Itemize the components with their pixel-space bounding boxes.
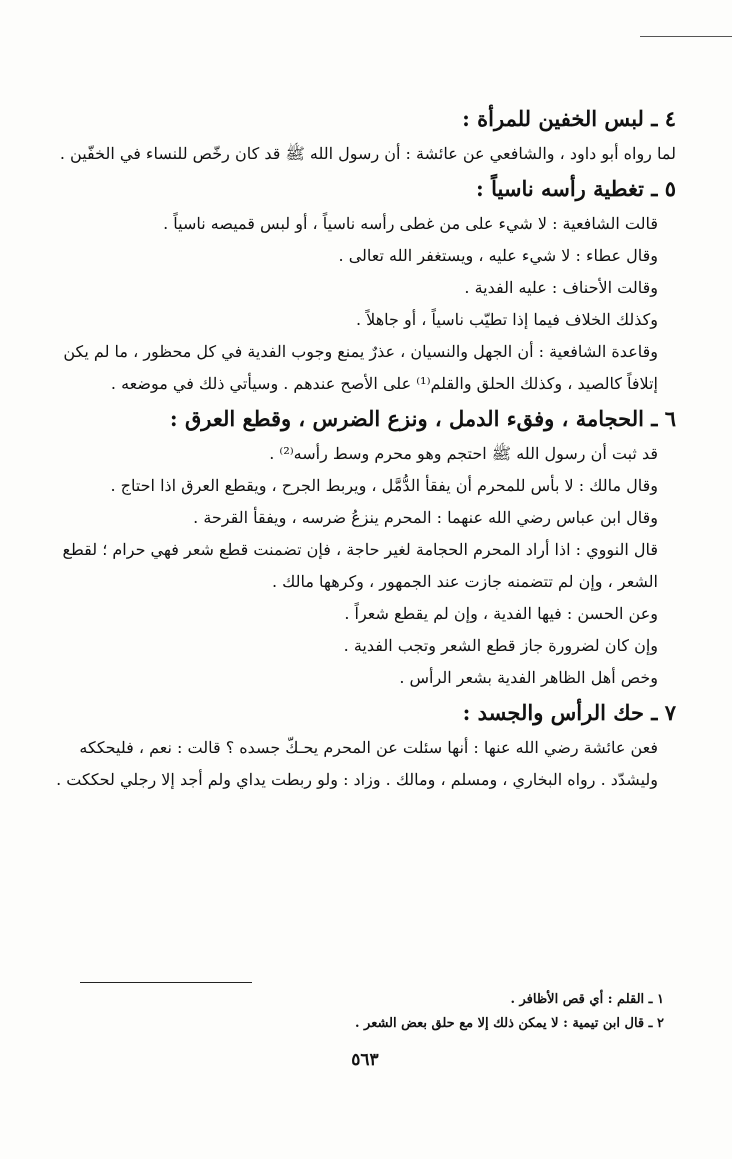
paragraph: وقالت الأحناف : عليه الفدية . — [464, 278, 658, 297]
paragraph: وقال عطاء : لا شيء عليه ، ويستغفر الله تعالى . — [338, 246, 658, 265]
footnote-1: ١ ـ القلم : أي قص الأظافر . — [510, 992, 664, 1007]
section-heading-7: ٧ ـ حك الرأس والجسد : — [462, 700, 676, 725]
paragraph: قالت الشافعية : لا شيء على من غطى رأسه ناسياً ، أو لبس قميصه ناسياً . — [163, 214, 658, 233]
paragraph: وعن الحسن : فيها الفدية ، وإن لم يقطع شعراً . — [344, 604, 658, 623]
footnotes — [50, 988, 676, 1036]
paragraph: وقاعدة الشافعية : أن الجهل والنسيان ، عذرٌ يمنع وجوب الفدية في كل محظور ، ما لم يكن إتلافاً كالصيد ، وكذلك الحلق والقلم⁽¹⁾ على الأصح عندهم . وسيأتي ذلك في موضعه . — [63, 342, 658, 393]
footnote-separator — [80, 982, 252, 983]
paragraph: قال النووي : اذا أراد المحرم الحجامة لغير حاجة ، فإن تضمنت قطع شعر فهي حرام ؛ لقطع الشعر ، وإن لم تتضمنه جازت عند الجمهور ، وكرهها مالك . — [62, 540, 658, 591]
paragraph: وقال مالك : لا بأس للمحرم أن يفقأ الدُّمَّل ، ويربط الجرح ، ويقطع العرق اذا احتاج . — [110, 476, 658, 495]
paragraph: قد ثبت أن رسول الله ﷺ احتجم وهو محرم وسط رأسه⁽²⁾ . — [269, 444, 658, 463]
section-heading-5: ٥ ـ تغطية رأسه ناسياً : — [476, 176, 676, 201]
paragraph: وإن كان لضرورة جاز قطع الشعر وتجب الفدية . — [343, 636, 658, 655]
top-rule — [640, 36, 732, 37]
paragraph: وخص أهل الظاهر الفدية بشعر الرأس . — [399, 668, 658, 687]
paragraph: لما رواه أبو داود ، والشافعي عن عائشة : أن رسول الله ﷺ قد كان رخّص للنساء في الخفّين . — [59, 144, 676, 163]
paragraph: وقال ابن عباس رضي الله عنهما : المحرم ينزعُ ضرسه ، ويفقأ القرحة . — [193, 508, 658, 527]
page-number: ٥٦٣ — [351, 1050, 379, 1070]
footnote-2: ٢ ـ قال ابن تيمية : لا يمكن ذلك إلا مع حلق بعض الشعر . — [354, 1016, 664, 1031]
paragraph: فعن عائشة رضي الله عنها : أنها سئلت عن المحرم يحـكّ جسده ؟ قالت : نعم ، فليحككه وليشدّد . رواه البخاري ، ومسلم ، ومالك . وزاد : ولو ربطت يداي ولم أجد إلا رجلي لحككت . — [56, 738, 658, 789]
section-heading-4: ٤ ـ لبس الخفين للمرأة : — [462, 106, 676, 131]
paragraph: وكذلك الخلاف فيما إذا تطيّب ناسياً ، أو جاهلاً . — [356, 310, 658, 329]
section-heading-6: ٦ ـ الحجامة ، وفقء الدمل ، ونزع الضرس ، وقطع العرق : — [169, 406, 676, 431]
main-text — [50, 100, 676, 796]
